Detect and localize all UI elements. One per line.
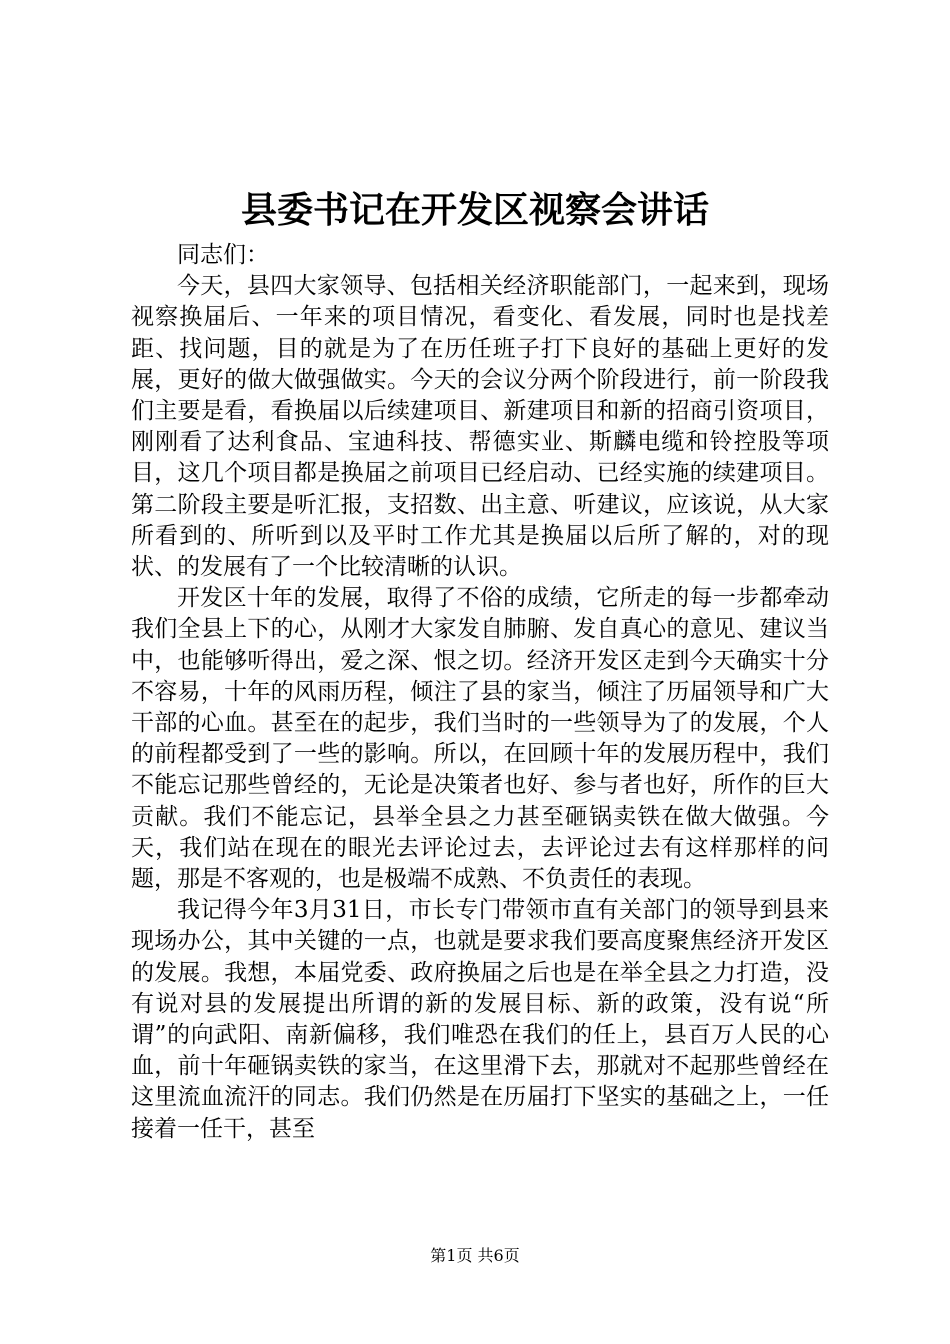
paragraph-3: 我记得今年3月31日，市长专门带领市直有关部门的领导到县来现场办公，其中关键的一点，也就是要求我们要高度聚焦经济开发区的发展。我想，本届党委、政府换届之后也是在举全县之力打造，没有说对县的发展提出所谓的新的发展目标、新的政策，没有说“所谓”的向武阳、南新偏移，我们唯恐在我们的任上，县百万人民的心血，前十年砸锅卖铁的家当，在这里滑下去，那就对不起那些曾经在这里流血流汗的同志。我们仍然是在历届打下坚实的基础之上，一任接着一任干，甚至	[131, 897, 829, 1142]
paragraph-2: 开发区十年的发展，取得了不俗的成绩，它所走的每一步都牵动我们全县上下的心，从刚才大家发自肺腑、发自真心的意见、建议当中，也能够听得出，爱之深、恨之切。经济开发区走到今天确实十分不容易，十年的风雨历程，倾注了县的家当，倾注了历届领导和广大干部的心血。甚至在的起步，我们当时的一些领导为了的发展，个人的前程都受到了一些的影响。所以，在回顾十年的发展历程中，我们不能忘记那些曾经的，无论是决策者也好、参与者也好，所作的巨大贡献。我们不能忘记，县举全县之力甚至砸锅卖铁在做大做强。今天，我们站在现在的眼光去评论过去，去评论过去有这样那样的问题，那是不客观的，也是极端不成熟、不负责任的表现。	[131, 585, 829, 893]
document-body	[131, 240, 829, 1145]
salutation: 同志们：	[177, 242, 269, 268]
paragraph-1: 今天，县四大家领导、包括相关经济职能部门，一起来到，现场视察换届后、一年来的项目情况，看变化、看发展，同时也是找差距、找问题，目的就是为了在历任班子打下良好的基础上更好的发展，更好的做大做强做实。今天的会议分两个阶段进行，前一阶段我们主要是看，看换届以后续建项目、新建项目和新的招商引资项目，刚刚看了达利食品、宝迪科技、帮德实业、斯麟电缆和铃控股等项目，这几个项目都是换届之前项目已经启动、已经实施的续建项目。第二阶段主要是听汇报，支招数、出主意、听建议，应该说，从大家所看到的、所听到以及平时工作尤其是换届以后所了解的，对的现状、的发展有了一个比较清晰的认识。	[131, 273, 829, 581]
page-number-footer: 第1页 共6页	[430, 1246, 520, 1265]
document-title: 县委书记在开发区视察会讲话	[240, 189, 709, 231]
